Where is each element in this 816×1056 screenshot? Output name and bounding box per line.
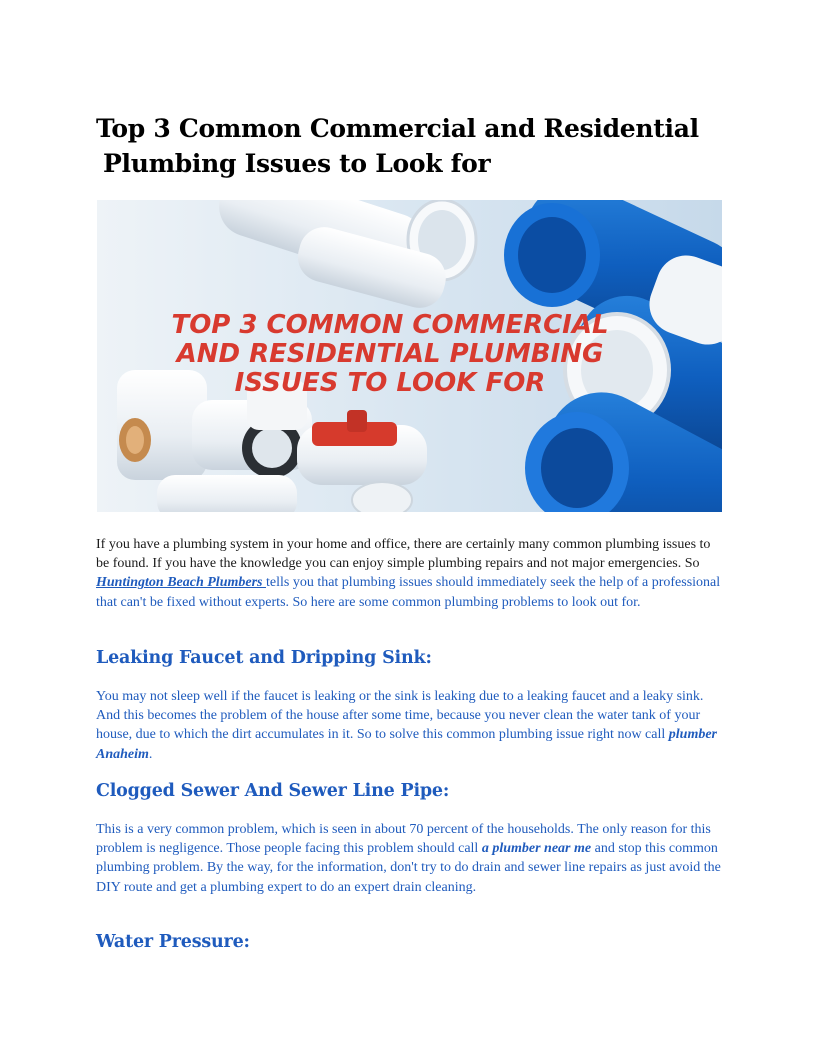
- sewer-text-1: This is a very common problem, which is seen in about 70 percent of the households. The only reason for this problem is negligence. Those people facing this problem should call: [96, 822, 711, 857]
- hero-text-line-3: ISSUES TO LOOK FOR: [234, 368, 546, 398]
- hero-text-line-2: AND RESIDENTIAL PLUMBING: [176, 339, 604, 369]
- intro-text-2: tells you that plumbing issues should immediately seek the help of a professional that can't be fixed without experts. So here are some common plumbing problems to look out for.: [96, 575, 721, 610]
- intro-paragraph: [96, 535, 726, 612]
- section-paragraph-clogged-sewer: [96, 820, 726, 897]
- intro-text-1: If you have a plumbing system in your home and office, there are certainly many common plumbing issues to be found. If you have the knowledge you can enjoy simple plumbing repairs and not major emergencies. So: [96, 537, 711, 572]
- hero-text-line-1: TOP 3 COMMON COMMERCIAL: [171, 310, 609, 340]
- section-heading-water-pressure: Water Pressure:: [96, 932, 250, 952]
- title-line-2: Plumbing Issues to Look for: [103, 149, 491, 178]
- leaking-text-1: You may not sleep well if the faucet is leaking or the sink is leaking due to a leaking faucet and a leaky sink. And this becomes the problem of the house after some time, because you never clean the water tank of your house, due to which the dirt accumulates in it. So to solve this common plumbing issue right now call: [96, 689, 704, 743]
- plumber-anaheim-emphasis: plumber Anaheim: [96, 727, 717, 762]
- hero-image: [97, 200, 722, 512]
- plumber-near-me-emphasis: a plumber near me: [481, 841, 592, 857]
- title-line-1: Top 3 Common Commercial and Residential: [96, 114, 699, 143]
- section-paragraph-leaking-faucet: [96, 687, 726, 764]
- plumbing-pipes-illustration: [97, 200, 722, 512]
- page-title: [96, 111, 736, 181]
- hero-headline: [171, 310, 608, 398]
- leaking-text-2: .: [148, 746, 153, 762]
- huntington-beach-plumbers-link[interactable]: Huntington Beach Plumbers: [96, 575, 266, 591]
- section-heading-clogged-sewer: Clogged Sewer And Sewer Line Pipe:: [96, 781, 450, 801]
- sewer-text-2: and stop this common plumbing problem. By the way, for the information, don't try to do drain and sewer line repairs as just avoid the DIY route and get a plumbing expert to do an expert drain cleaning.: [96, 841, 721, 895]
- section-heading-leaking-faucet: Leaking Faucet and Dripping Sink:: [96, 648, 432, 668]
